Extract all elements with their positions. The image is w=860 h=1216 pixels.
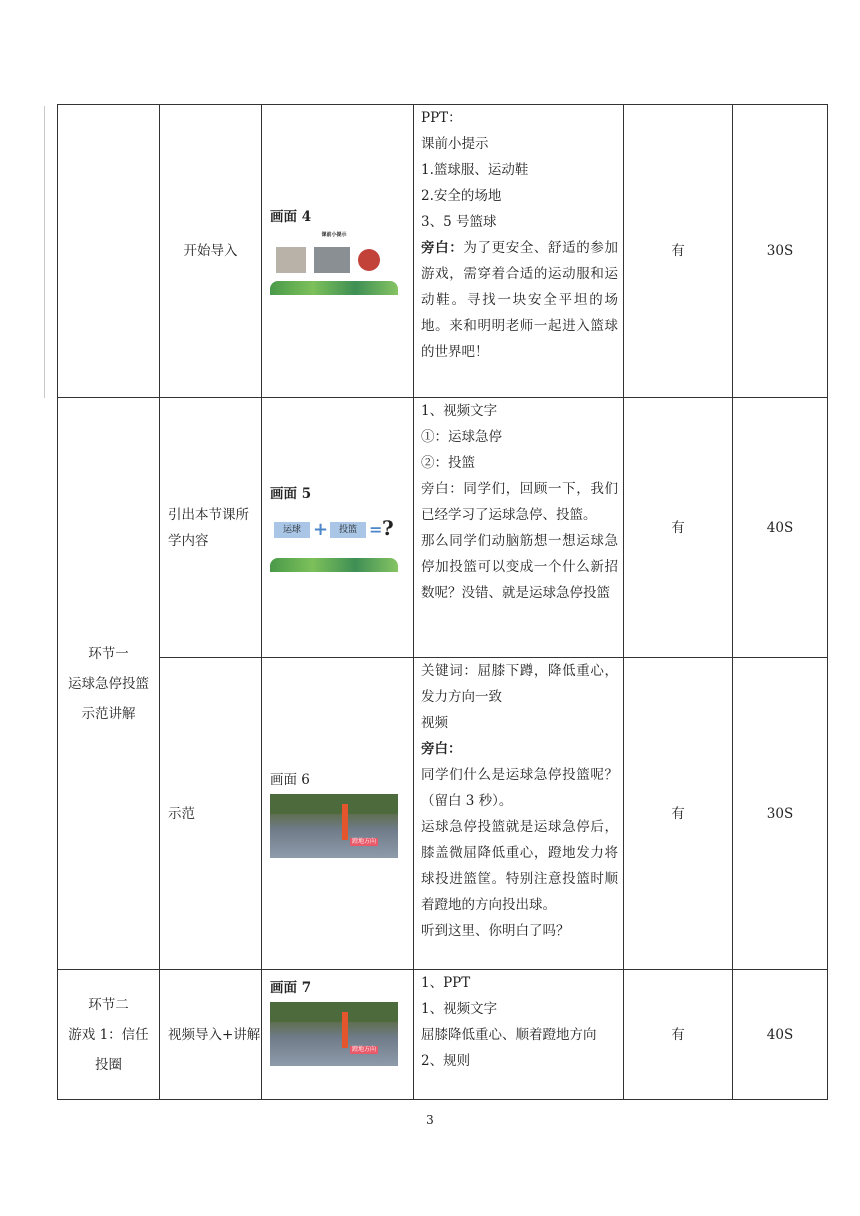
grass-decoration bbox=[270, 281, 398, 295]
frame-label: 画面 6 bbox=[270, 771, 310, 788]
duration-value: 30S bbox=[766, 243, 794, 259]
basketball-icon bbox=[358, 249, 380, 271]
has-cell bbox=[624, 970, 733, 1100]
step-label: 引出本节课所学内容 bbox=[168, 506, 249, 549]
duration-cell bbox=[733, 398, 828, 658]
lesson-script-table bbox=[57, 104, 828, 1100]
thumbnail-word: 投篮 bbox=[330, 522, 366, 538]
stage-label: 环节二 游戏 1：信任投圈 bbox=[68, 996, 149, 1073]
content-cell bbox=[414, 658, 624, 970]
slide-thumbnail bbox=[270, 508, 398, 572]
table-row bbox=[58, 970, 828, 1100]
page-number: 3 bbox=[426, 1113, 434, 1127]
stage-cell bbox=[58, 970, 160, 1100]
content-line: ②：投篮 bbox=[421, 455, 475, 471]
frame-cell bbox=[262, 658, 414, 970]
step-cell bbox=[160, 398, 262, 658]
narration-block bbox=[421, 240, 618, 360]
content-line: 3、5 号篮球 bbox=[421, 214, 497, 230]
frame-label: 画面 5 bbox=[270, 485, 312, 502]
table-row bbox=[58, 398, 828, 658]
duration-cell bbox=[733, 658, 828, 970]
content-line: 课前小提示 bbox=[421, 136, 489, 152]
content-line: 1、视频文字 bbox=[421, 1001, 498, 1017]
content-cell bbox=[414, 105, 624, 398]
frame-label: 画面 7 bbox=[270, 980, 312, 996]
step-label: 示范 bbox=[168, 805, 195, 822]
grass-decoration bbox=[270, 558, 398, 572]
frame-cell bbox=[262, 970, 414, 1100]
frame-cell bbox=[262, 105, 414, 398]
narration-label: 旁白： bbox=[421, 741, 462, 757]
content-line: 屈膝降低重心、顺着蹬地方向 bbox=[421, 1027, 597, 1043]
has-value: 有 bbox=[671, 1026, 685, 1043]
stage-cell bbox=[58, 105, 160, 398]
video-thumbnail bbox=[270, 1002, 398, 1066]
frame-label: 画面 4 bbox=[270, 209, 312, 225]
duration-value: 40S bbox=[766, 519, 794, 536]
narration-text: 为了更安全、舒适的参加游戏，需穿着合适的运动服和运动鞋。寻找一块安全平坦的场地。来和明明老师一起进入篮球的世界吧！ bbox=[421, 240, 619, 360]
content-line: 视频 bbox=[421, 715, 448, 731]
narration-line: 同学们什么是运球急停投篮呢？（留白 3 秒）。 bbox=[421, 767, 618, 809]
content-line: 1、PPT bbox=[421, 975, 471, 991]
player-figure bbox=[342, 1012, 348, 1048]
has-cell bbox=[624, 398, 733, 658]
duration-cell bbox=[733, 970, 828, 1100]
frame-cell bbox=[262, 398, 414, 658]
content-cell bbox=[414, 970, 624, 1100]
thumbnail-word: 运球 bbox=[274, 522, 310, 538]
video-thumbnail bbox=[270, 794, 398, 858]
step-label: 开始导入 bbox=[183, 243, 238, 259]
duration-value: 30S bbox=[766, 805, 794, 822]
has-value: 有 bbox=[671, 243, 685, 259]
stage-cell bbox=[58, 398, 160, 970]
equals-icon: = bbox=[369, 519, 383, 539]
photo-court bbox=[314, 247, 350, 273]
trees-background bbox=[270, 794, 398, 814]
content-line: 关键词：屈膝下蹲，降低重心，发力方向一致 bbox=[421, 663, 618, 705]
has-cell bbox=[624, 658, 733, 970]
content-line: 2.安全的场地 bbox=[421, 188, 502, 204]
margin-line bbox=[44, 106, 45, 398]
narration-line: 听到这里、你明白了吗？ bbox=[421, 923, 570, 939]
step-cell bbox=[160, 970, 262, 1100]
content-line: 2、规则 bbox=[421, 1053, 471, 1069]
video-tag: 蹬地方向 bbox=[352, 1046, 377, 1053]
content-line: 1、视频文字 bbox=[421, 403, 498, 419]
duration-value: 40S bbox=[766, 1026, 794, 1043]
slide-thumbnail bbox=[270, 231, 398, 295]
step-label: 视频导入+讲解 bbox=[168, 1026, 261, 1043]
stage-label: 环节一 运球急停投篮示范讲解 bbox=[68, 645, 149, 722]
has-cell bbox=[624, 105, 733, 398]
duration-cell bbox=[733, 105, 828, 398]
photo-outfit bbox=[276, 247, 306, 273]
player-figure bbox=[342, 804, 348, 840]
step-cell bbox=[160, 105, 262, 398]
step-cell bbox=[160, 658, 262, 970]
table-row bbox=[58, 658, 828, 970]
content-line: 那么同学们动脑筋想一想运球急停加投篮可以变成一个什么新招数呢？没错、就是运球急停投篮 bbox=[421, 533, 618, 601]
has-value: 有 bbox=[671, 805, 685, 822]
content-line: 1.篮球服、运动鞋 bbox=[421, 162, 529, 178]
narration-line: 运球急停投篮就是运球急停后，膝盖微屈降低重心，蹬地发力将球投进篮筐。特别注意投篮时顺着蹬地的方向投出球。 bbox=[421, 819, 618, 913]
question-mark-icon: ? bbox=[382, 515, 394, 540]
video-tag: 蹬地方向 bbox=[352, 837, 377, 845]
content-line: 旁白：同学们，回顾一下，我们已经学习了运球急停、投篮。 bbox=[421, 481, 618, 523]
content-cell bbox=[414, 398, 624, 658]
trees-background bbox=[270, 1002, 398, 1022]
plus-icon: + bbox=[313, 518, 329, 540]
thumbnail-title: 课前小提示 bbox=[321, 232, 347, 238]
table-row bbox=[58, 105, 828, 398]
content-line: ①：运球急停 bbox=[421, 429, 502, 445]
narration-label: 旁白： bbox=[421, 240, 464, 256]
has-value: 有 bbox=[671, 519, 685, 536]
content-line: PPT： bbox=[421, 110, 462, 126]
